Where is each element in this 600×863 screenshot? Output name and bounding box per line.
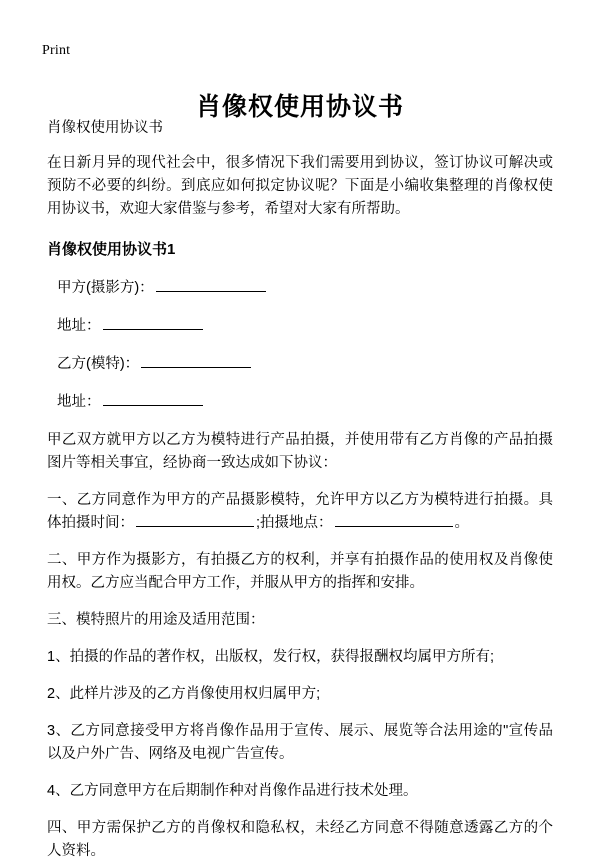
print-label[interactable]: Print bbox=[42, 43, 71, 58]
field-label-address-a: 地址： bbox=[57, 318, 101, 334]
clause-one-separator: ;拍摄地点： bbox=[256, 515, 333, 531]
section-heading: 肖像权使用协议书1 bbox=[47, 241, 176, 258]
clause-four: 四、甲方需保护乙方的肖像权和隐私权，未经乙方同意不得随意透露乙方的个人资料。 bbox=[47, 820, 553, 859]
preamble-paragraph: 甲乙双方就甲方以乙方为模特进行产品拍摄，并使用带有乙方肖像的产品拍摄图片等相关事宜，经协商一致达成如下协议： bbox=[47, 432, 553, 471]
clause-two: 二、甲方作为摄影方，有拍摄乙方的权利，并享有拍摄作品的使用权及肖像使用权。乙方应当配合甲方工作，并服从甲方的指挥和安排。 bbox=[47, 552, 553, 591]
clause-three-item-4: 4、乙方同意甲方在后期制作种对肖像作品进行技术处理。 bbox=[47, 783, 418, 799]
clause-one-text-before: 一、乙方同意作为甲方的产品摄影模特，允许甲方以乙方为模特进行拍摄。具体拍摄时间： bbox=[47, 492, 553, 531]
page-title: 肖像权使用协议书 bbox=[195, 92, 404, 121]
field-blank-party-b[interactable] bbox=[141, 353, 251, 368]
shoot-location-blank[interactable] bbox=[335, 512, 453, 527]
field-blank-address-a[interactable] bbox=[103, 315, 203, 330]
clause-one bbox=[47, 489, 553, 535]
clause-three-item-3: 3、乙方同意接受甲方将肖像作品用于宣传、展示、展览等合法用途的"宣传品以及户外广告、网络及电视广告宣传。 bbox=[47, 723, 553, 762]
field-label-party-a: 甲方(摄影方)： bbox=[57, 280, 154, 296]
field-label-address-b: 地址： bbox=[57, 394, 101, 410]
intro-paragraph: 在日新月异的现代社会中，很多情况下我们需要用到协议，签订协议可解决或预防不必要的纠纷。到底应如何拟定协议呢？下面是小编收集整理的肖像权使用协议书，欢迎大家借鉴与参考，希望对大家有所帮助。 bbox=[47, 155, 553, 217]
field-row-party-b bbox=[47, 353, 553, 375]
field-row-party-a bbox=[47, 277, 553, 299]
shoot-time-blank[interactable] bbox=[136, 512, 254, 527]
field-row-address-b bbox=[47, 391, 553, 413]
clause-one-text-after: 。 bbox=[454, 515, 470, 531]
clause-three-item-2: 2、此样片涉及的乙方肖像使用权归属甲方; bbox=[47, 686, 321, 702]
document-body bbox=[47, 118, 553, 863]
field-row-address-a bbox=[47, 315, 553, 337]
field-blank-address-b[interactable] bbox=[103, 391, 203, 406]
clause-three: 三、模特照片的用途及适用范围： bbox=[47, 612, 265, 628]
field-label-party-b: 乙方(模特)： bbox=[57, 356, 140, 372]
document-subtitle: 肖像权使用协议书 bbox=[47, 120, 163, 136]
clause-three-item-1: 1、拍摄的作品的著作权，出版权，发行权，获得报酬权均属甲方所有; bbox=[47, 649, 495, 665]
field-blank-party-a[interactable] bbox=[156, 277, 266, 292]
